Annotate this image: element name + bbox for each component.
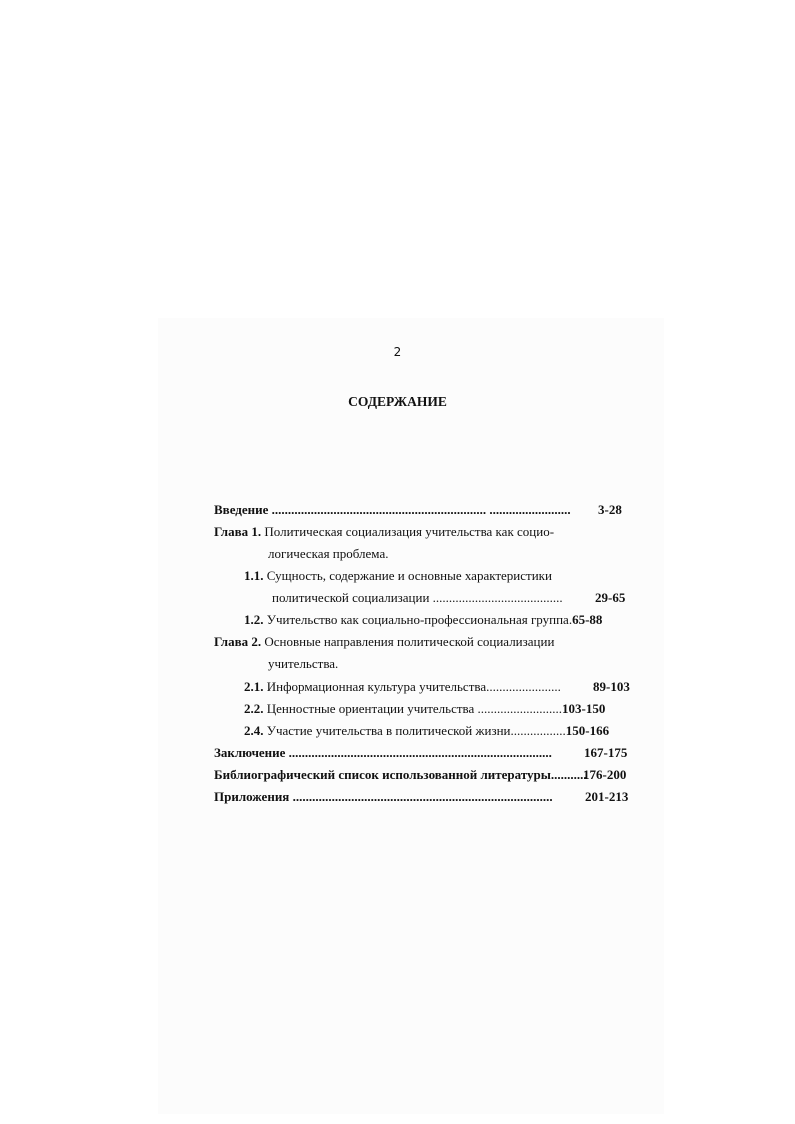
section-2-2-text: Ценностные ориентации учительства .......................... (263, 701, 563, 716)
toc-entry-1-1 (244, 566, 552, 586)
section-1-2-pages: 65-88 (572, 612, 603, 627)
toc-entry-2-4 (244, 721, 609, 741)
conclusion-pages: 167-175 (584, 745, 628, 760)
chapter-2-title-line2: учительства. (268, 656, 339, 671)
section-2-4-text: Участие учительства в политической жизни................. (263, 723, 566, 738)
section-2-2-number: 2.2. (244, 701, 264, 716)
section-2-4-number: 2.4. (244, 723, 264, 738)
toc-title: СОДЕРЖАНИЕ (348, 394, 447, 409)
page-number: 2 (393, 345, 402, 359)
toc-entry-chapter-2 (214, 632, 554, 652)
section-2-1-number: 2.1. (244, 679, 264, 694)
section-1-1-line2: политической социализации ........................................ (272, 590, 563, 605)
toc-entry-bibliography: Библиографический список использованной литературы........... (214, 767, 587, 782)
chapter-1-title-line1: Политическая социализация учительства как социо- (261, 524, 555, 539)
toc-entry-intro (214, 500, 571, 520)
toc-entry-appendices: Приложения ................................................................................ (214, 789, 553, 804)
bibliography-pages: 176-200 (583, 767, 627, 782)
section-1-2-number: 1.2. (244, 612, 264, 627)
section-1-1-number: 1.1. (244, 568, 264, 583)
section-2-1-text: Информационная культура учительства....................... (263, 679, 561, 694)
chapter-2-number: Глава 2. (214, 634, 262, 649)
appendices-pages: 201-213 (585, 789, 629, 804)
intro-leader: .................................................................. ......................... (268, 502, 571, 517)
chapter-1-number: Глава 1. (214, 524, 262, 539)
section-1-1-pages: 29-65 (595, 590, 626, 605)
intro-pages: 3-28 (598, 502, 622, 517)
chapter-1-title-line2: логическая проблема. (268, 546, 389, 561)
section-2-1-pages: 89-103 (593, 679, 630, 694)
chapter-2-title-line1: Основные направления политической социализации (261, 634, 555, 649)
toc-entry-2-2 (244, 699, 605, 719)
section-2-2-pages: 103-150 (562, 701, 606, 716)
toc-entry-2-1 (244, 677, 561, 697)
section-2-4-pages: 150-166 (565, 723, 610, 738)
section-1-2-text: Учительство как социально-профессиональная группа. (263, 612, 573, 627)
toc-entry-conclusion: Заключение ................................................................................. (214, 745, 552, 760)
section-1-1-line1: Сущность, содержание и основные характеристики (263, 568, 552, 583)
toc-entry-1-2 (244, 610, 602, 630)
toc-entry-chapter-1 (214, 522, 554, 542)
intro-label: Введение (214, 502, 269, 517)
